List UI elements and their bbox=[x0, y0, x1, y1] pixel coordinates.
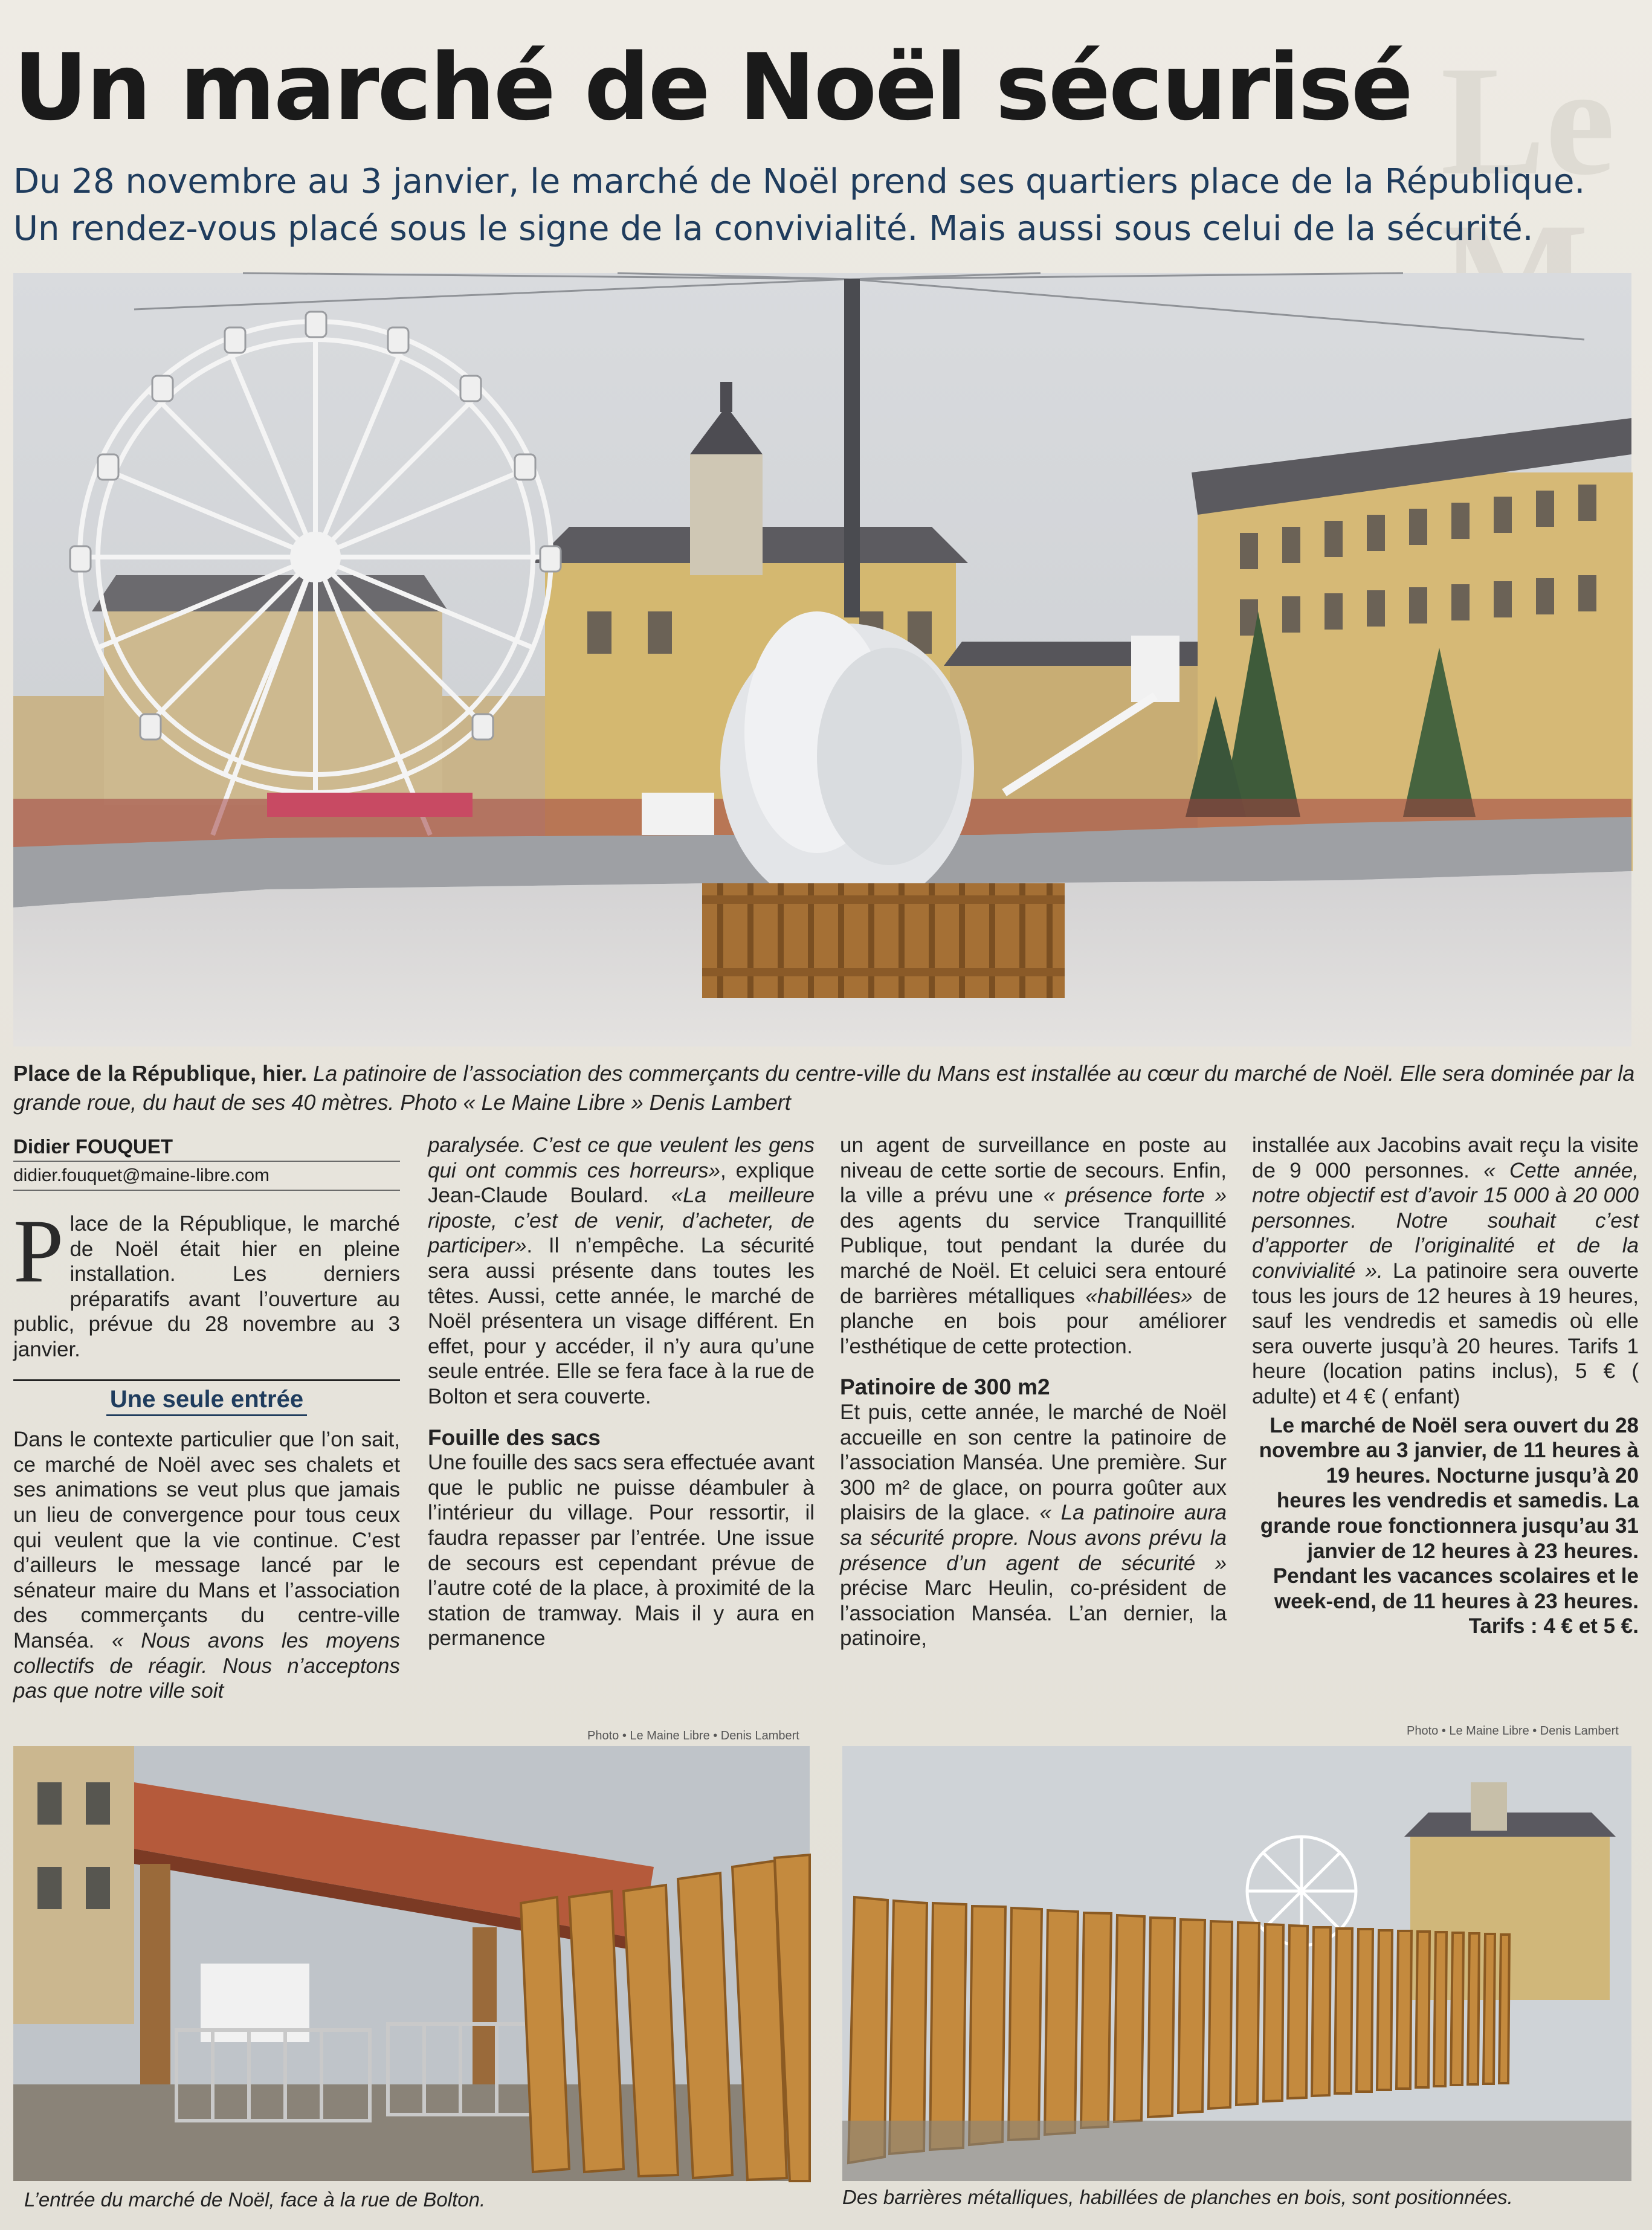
column-3-text-d: Et puis, cette année, le marché de Noël accueille en son centre la patinoire de l’association Manséa. Une première. Sur 300 m² de glace, on pourra goûter aux plaisirs de la glace. bbox=[840, 1400, 1227, 1525]
main-photo bbox=[13, 273, 1631, 1046]
standfirst-line-1: Du 28 novembre au 3 janvier, le marché de Noël prend ses quartiers place de la République. bbox=[13, 162, 1586, 201]
credit-right: Photo • Le Maine Libre • Denis Lambert bbox=[1407, 1724, 1619, 1738]
column-1-paragraph bbox=[13, 1427, 400, 1704]
column-2 bbox=[428, 1133, 815, 1651]
column-4-text-a: installée aux Jacobins avait reçu la visite de 9 000 personnes. bbox=[1252, 1133, 1639, 1182]
practical-info: Le marché de Noël sera ouvert du 28 novembre au 3 janvier, de 11 heures à 19 heures. Nocturne jusqu’à 20 heures les vendredis et samedis. La grande roue fonctionnera jusqu’au 31 janvier de 12 heures à 23 heures. Pendant les vacances scolaires et le week-end, de 11 heures à 23 heures. Tarifs : 4 € et 5 €. bbox=[1259, 1413, 1639, 1639]
subhead-patinoire: Patinoire de 300 m2 bbox=[840, 1374, 1050, 1400]
credit-left: Photo • Le Maine Libre • Denis Lambert bbox=[587, 1729, 799, 1742]
bottom-right-caption: Des barrières métalliques, habillées de planches en bois, sont positionnées. bbox=[842, 2186, 1513, 2208]
column-1 bbox=[13, 1201, 400, 1704]
subhead-1-label: Une seule entrée bbox=[106, 1384, 307, 1417]
column-4 bbox=[1252, 1133, 1639, 1639]
column-2-paragraph-2: Une fouille des sacs sera effectuée avant que le public ne puisse déambuler à l’intérieur du village. Pour ressortir, il faudra repasser par l’entrée. Une issue de secours est cependant prévue de l’autre coté de la place, à proximité de la station de tramway. Mais il y aura en permanence bbox=[428, 1451, 815, 1651]
column-3-quote-c: « La patinoire aura sa sécurité propre. Nous avons prévu la présence d’un agent de sécurité » bbox=[840, 1501, 1227, 1575]
column-3-text-a: un agent de surveillance en poste au niveau de cette sortie de secours. Enfin, la ville a prévu une bbox=[840, 1133, 1227, 1208]
column-3 bbox=[840, 1133, 1227, 1651]
intro-paragraph bbox=[13, 1201, 400, 1362]
caption-body: La patinoire de l’association des commerçants du centre-ville du Mans est installée au cœur du marché de Noël. Elle sera dominée par la grande roue, du haut de ses 40 mètres. Photo « Le Maine Libre » Denis Lambert bbox=[13, 1061, 1635, 1115]
headline: Un marché de Noël sécurisé bbox=[13, 34, 1412, 141]
author-rule-bottom bbox=[13, 1190, 400, 1191]
intro-text: lace de la République, le marché de Noël était hier en pleine installation. Les derniers préparatifs avant l’ouverture au public, prévue du 28 novembre au 3 janvier. bbox=[13, 1212, 400, 1361]
caption-lead: Place de la République, hier. bbox=[13, 1061, 308, 1086]
column-3-text-e: précise Marc Heulin, co-président de l’association Manséa. L’an dernier, la patinoire, bbox=[840, 1576, 1227, 1651]
column-3-text-c: de planche en bois pour améliorer l’esthétique de cette protection. bbox=[840, 1284, 1227, 1358]
column-1-quote: « Nous avons les moyens collectifs de réagir. Nous n’acceptons pas que notre ville soit bbox=[13, 1628, 400, 1703]
column-4-text-b: La patinoire sera ouverte tous les jours de 12 heures à 19 heures, sauf les vendredis et samedis où elle sera ouverte jusqu’à 20 heures. Tarifs 1 heure (location patins inclus), 5 € ( adulte) et 4 € ( enfant) bbox=[1252, 1258, 1639, 1408]
bottom-left-caption: L’entrée du marché de Noël, face à la rue de Bolton. bbox=[24, 2188, 486, 2211]
column-3-quote-a: « présence forte » bbox=[1043, 1184, 1227, 1208]
column-3-quote-b: «habillées» bbox=[1085, 1284, 1193, 1308]
column-4-quote: « Cette année, notre objectif est d’avoir 15 000 à 20 000 personnes. Notre souhait c’est d’apporter de l’originalité et de la convivialité ». bbox=[1252, 1158, 1639, 1283]
column-3-paragraph-2 bbox=[840, 1400, 1227, 1651]
column-3-text-b: des agents du service Tranquillité Publique, tout pendant la durée du marché de Noël. Et celuici sera entouré de barrières métalliques bbox=[840, 1208, 1227, 1308]
column-2-text-b: . Il n’empêche. La sécurité sera aussi présente dans toutes les têtes. Aussi, cette année, le marché de Noël présentera un visage différent. En effet, pour y accéder, il n’y aura qu’une seule entrée. Elle se fera face à la rue de Bolton et sera couverte. bbox=[428, 1234, 815, 1408]
column-4-paragraph-1 bbox=[1252, 1133, 1639, 1410]
subhead-une-seule-entree bbox=[13, 1379, 400, 1417]
column-2-paragraph-1 bbox=[428, 1133, 815, 1410]
main-photo-caption bbox=[13, 1059, 1645, 1117]
drop-cap: P bbox=[13, 1201, 64, 1301]
column-2-text-a: , explique Jean-Claude Boulard. bbox=[428, 1158, 815, 1208]
bottom-left-photo bbox=[13, 1746, 810, 2181]
column-2-quote-a: paralysée. C’est ce que veulent les gens qui ont commis ces horreurs» bbox=[428, 1133, 815, 1182]
column-2-quote-b: «La meilleure riposte, c’est de venir, d’acheter, de participer» bbox=[428, 1184, 815, 1258]
column-3-paragraph-1 bbox=[840, 1133, 1227, 1359]
author-block bbox=[13, 1133, 412, 1191]
author-name: Didier FOUQUET bbox=[13, 1135, 173, 1158]
bottom-right-photo bbox=[842, 1746, 1631, 2181]
author-rule bbox=[13, 1161, 400, 1162]
author-email: didier.fouquet@maine-libre.com bbox=[13, 1165, 269, 1185]
subhead-fouille-des-sacs: Fouille des sacs bbox=[428, 1425, 601, 1450]
masthead-bleedthrough: Le bbox=[1441, 34, 1615, 208]
column-1-text: Dans le contexte particulier que l’on sait, ce marché de Noël avec ses chalets et ses animations se veut plus que jamais un lieu de convergence pour tous ceux qui veulent que la vie continue. C’est d’ailleurs le message lancé par le sénateur maire du Mans et l’association des commerçants du centre-ville Manséa. bbox=[13, 1428, 400, 1652]
standfirst bbox=[13, 158, 1586, 253]
standfirst-line-2: Un rendez-vous placé sous le signe de la convivialité. Mais aussi sous celui de la sécurité. bbox=[13, 209, 1534, 248]
